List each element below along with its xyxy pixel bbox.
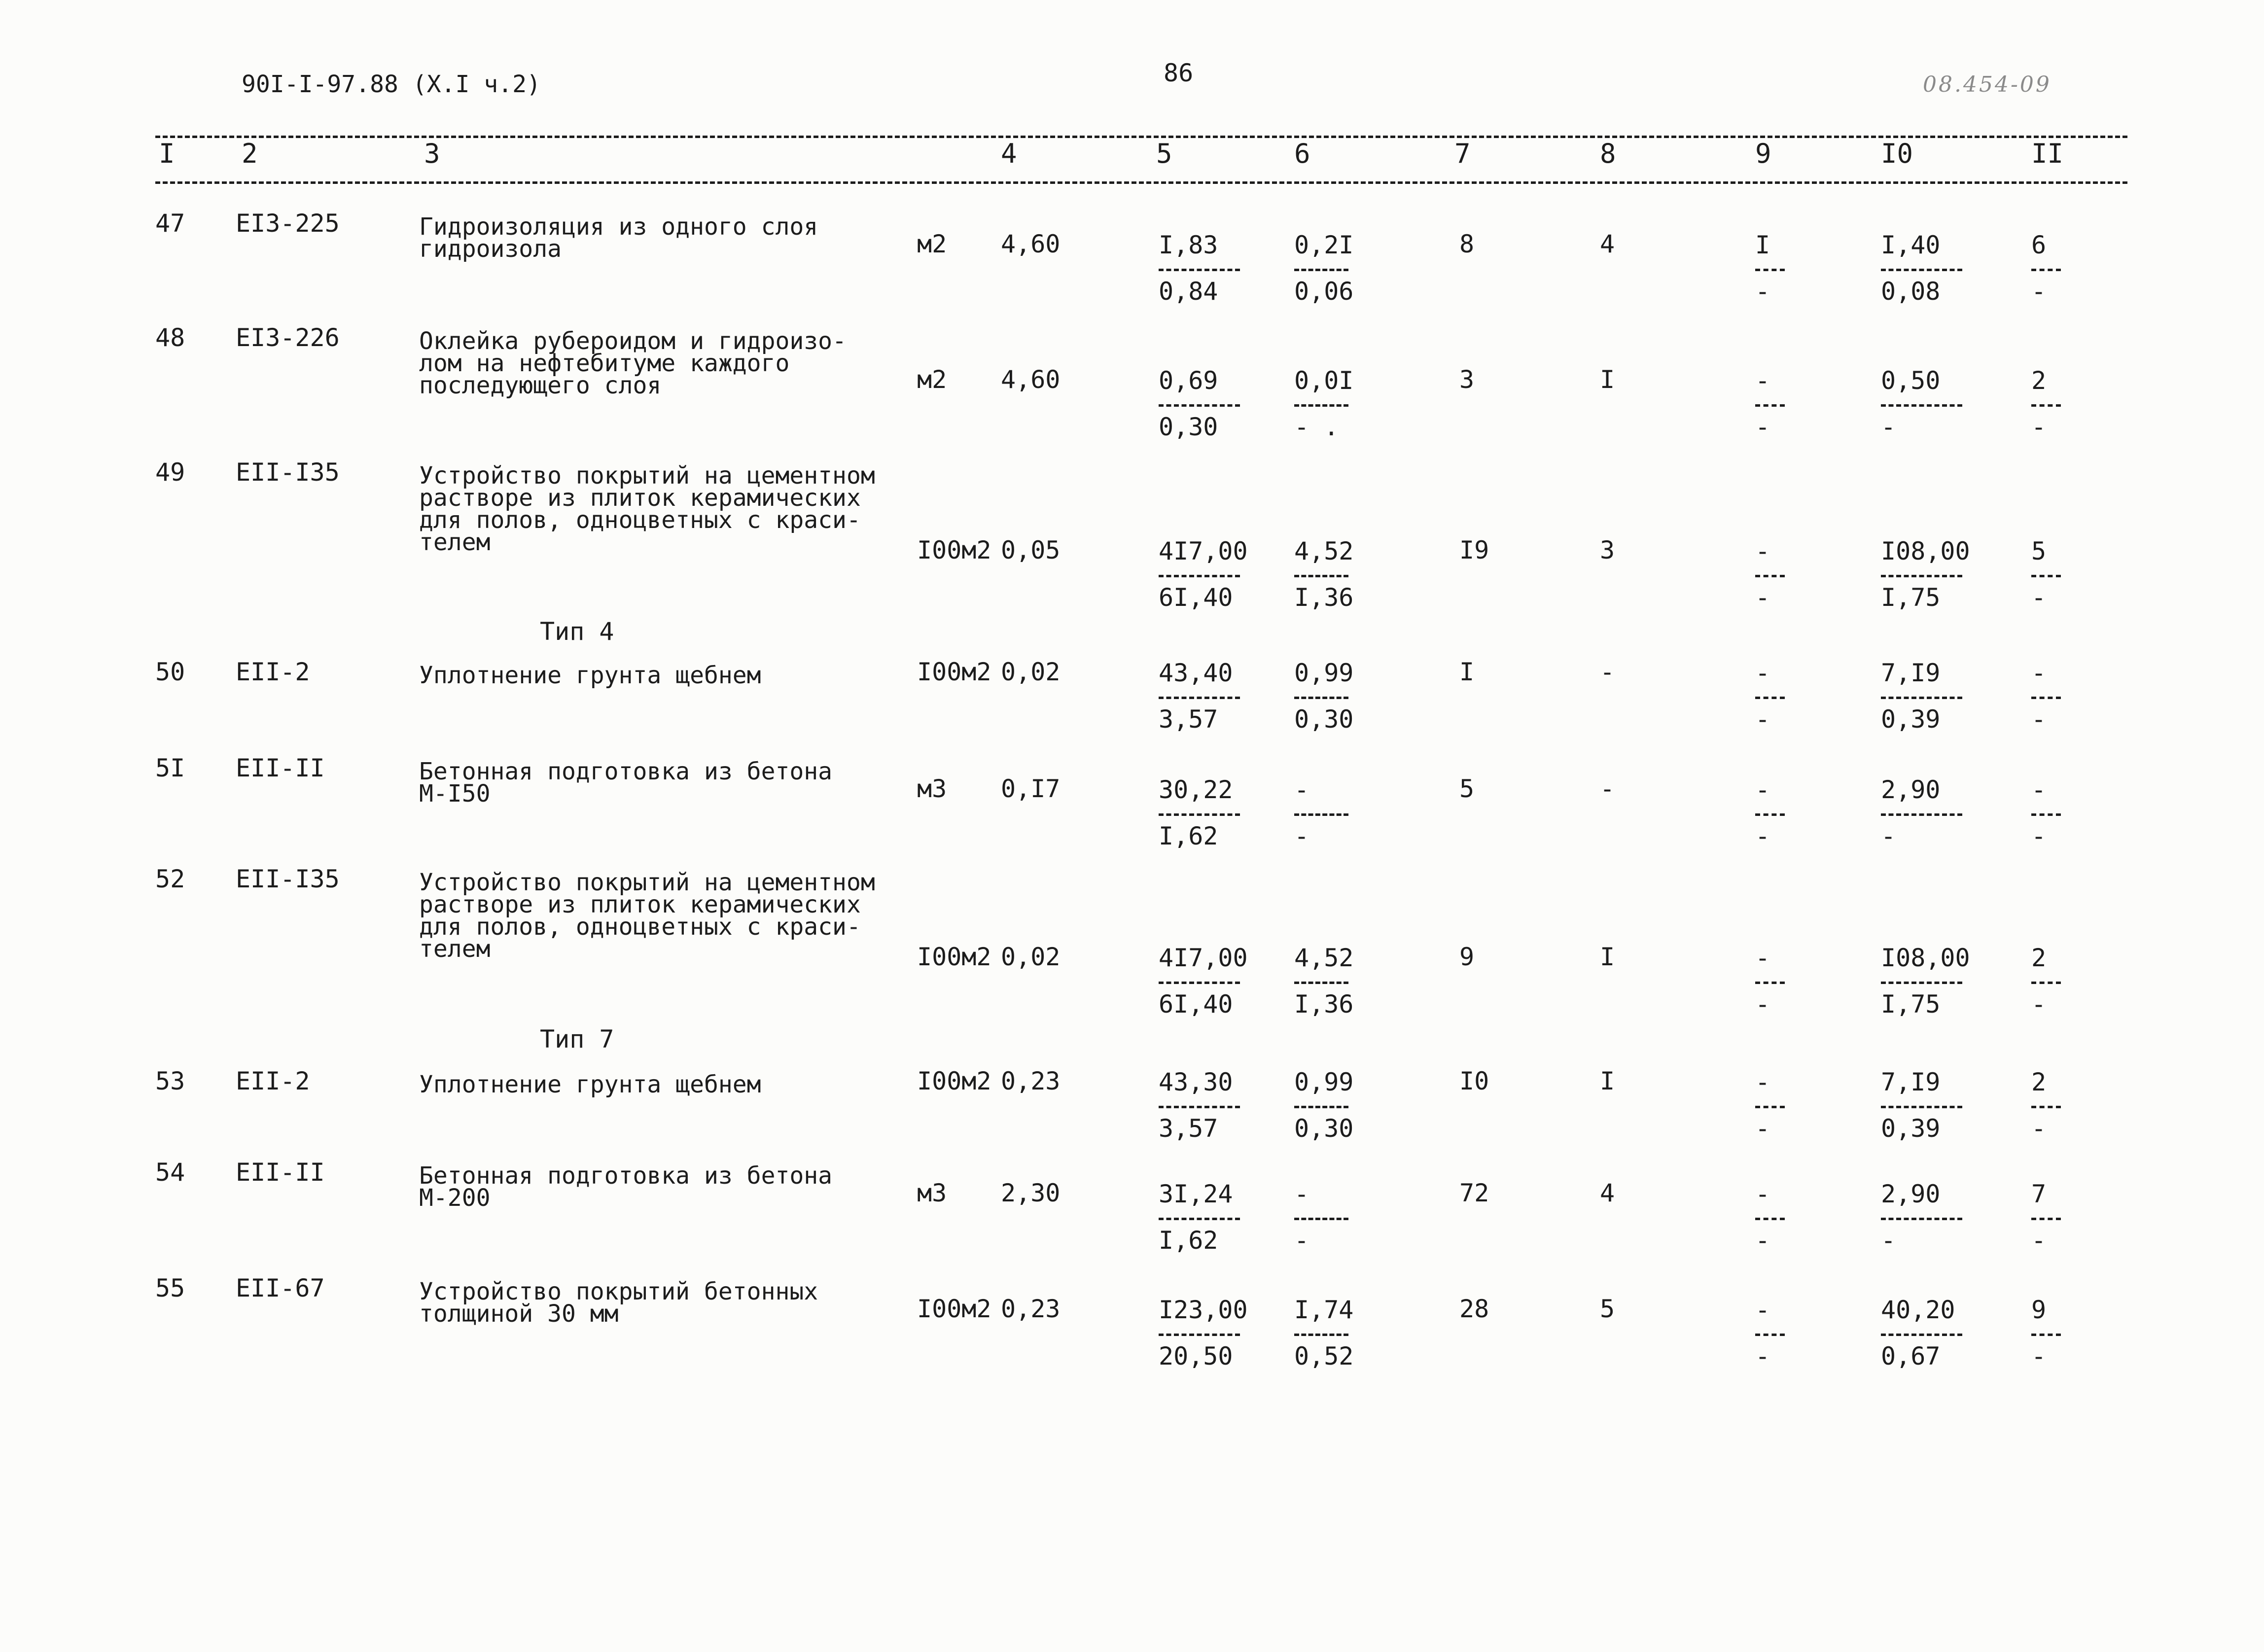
col11-value bbox=[2031, 366, 2135, 441]
col6-value-numerator: 0,0I bbox=[1294, 366, 1354, 395]
quantity: 0,23 bbox=[1001, 1295, 1061, 1323]
col10-value bbox=[1881, 1068, 1984, 1143]
col6-value-numerator: 0,2I bbox=[1294, 231, 1354, 259]
col8-value: - bbox=[1600, 774, 1615, 803]
work-description: Устройство покрытий на цементном растворе из плиток керамических для полов, одноцветных с краси- телем bbox=[419, 462, 875, 556]
col6-value-numerator: 4,52 bbox=[1294, 537, 1354, 565]
col10-value-denominator: 0,67 bbox=[1881, 1342, 1941, 1371]
col10-value bbox=[1881, 775, 1984, 850]
col5-value-fraction-bar bbox=[1159, 404, 1240, 407]
col10-value-numerator: 2,90 bbox=[1881, 1180, 1941, 1208]
work-description: Бетонная подготовка из бетона М-I50 bbox=[419, 758, 833, 808]
unit: I00м2 bbox=[917, 1067, 991, 1095]
col7-value: I0 bbox=[1459, 1067, 1489, 1095]
col11-value-numerator: - bbox=[2031, 775, 2047, 804]
row-number: 53 bbox=[155, 1067, 185, 1095]
work-description: Оклейка рубероидом и гидроизо- лом на нефтебитуме каждого последующего слоя bbox=[419, 327, 847, 399]
quantity: 0,02 bbox=[1001, 943, 1061, 971]
col11-value-fraction-bar bbox=[2031, 575, 2061, 577]
col6-value bbox=[1294, 1068, 1398, 1143]
col8-value: I bbox=[1600, 943, 1615, 971]
col9-value bbox=[1755, 775, 1859, 850]
col11-value bbox=[2031, 231, 2135, 306]
rate-code: EII-II bbox=[236, 1158, 325, 1187]
col10-value-numerator: 40,20 bbox=[1881, 1296, 1955, 1324]
column-header-4: 4 bbox=[1001, 138, 1017, 169]
col6-value bbox=[1294, 231, 1398, 306]
col6-value-denominator: I,36 bbox=[1294, 990, 1354, 1019]
col11-value-fraction-bar bbox=[2031, 1218, 2061, 1220]
col11-value bbox=[2031, 659, 2135, 734]
col6-value-denominator: - bbox=[1294, 1226, 1309, 1255]
col10-value-fraction-bar bbox=[1881, 1218, 1962, 1220]
col11-value-numerator: 6 bbox=[2031, 231, 2047, 259]
col9-value-numerator: - bbox=[1755, 537, 1770, 565]
col9-value bbox=[1755, 1296, 1859, 1371]
col9-value-numerator: - bbox=[1755, 659, 1770, 687]
col6-value bbox=[1294, 1180, 1398, 1255]
col6-value-numerator: 0,99 bbox=[1294, 1068, 1354, 1096]
col5-value-denominator: 6I,40 bbox=[1159, 990, 1233, 1019]
col9-value-denominator: - bbox=[1755, 1114, 1770, 1143]
col10-value-denominator: - bbox=[1881, 822, 1896, 850]
col11-value-numerator: 2 bbox=[2031, 366, 2047, 395]
col5-value bbox=[1159, 231, 1262, 306]
unit: м2 bbox=[917, 365, 947, 394]
rate-code: EII-I35 bbox=[236, 865, 340, 893]
col10-value bbox=[1881, 659, 1984, 734]
work-description: Уплотнение грунта щебнем bbox=[419, 1071, 761, 1098]
col5-value-fraction-bar bbox=[1159, 1106, 1240, 1108]
row-number: 47 bbox=[155, 209, 185, 238]
col9-value-fraction-bar bbox=[1755, 1334, 1785, 1336]
col10-value-numerator: 7,I9 bbox=[1881, 659, 1941, 687]
rate-code: EII-II bbox=[236, 754, 325, 782]
col5-value-numerator: 4I7,00 bbox=[1159, 944, 1248, 972]
col6-value-fraction-bar bbox=[1294, 1106, 1348, 1108]
col10-value-denominator: 0,39 bbox=[1881, 705, 1941, 734]
col5-value bbox=[1159, 1180, 1262, 1255]
work-description: Устройство покрытий на цементном растворе из плиток керамических для полов, одноцветных с краси- телем bbox=[419, 869, 875, 963]
col5-value-numerator: I23,00 bbox=[1159, 1296, 1248, 1324]
col6-value-denominator: - . bbox=[1294, 413, 1339, 441]
col10-value-fraction-bar bbox=[1881, 269, 1962, 271]
col6-value bbox=[1294, 537, 1398, 612]
row-number: 49 bbox=[155, 458, 185, 487]
col10-value-denominator: I,75 bbox=[1881, 583, 1941, 612]
col7-value: 28 bbox=[1459, 1295, 1489, 1323]
col9-value bbox=[1755, 231, 1859, 306]
col6-value bbox=[1294, 659, 1398, 734]
col11-value-numerator: 7 bbox=[2031, 1180, 2047, 1208]
quantity: 0,I7 bbox=[1001, 774, 1061, 803]
col11-value-fraction-bar bbox=[2031, 404, 2061, 407]
col6-value-fraction-bar bbox=[1294, 269, 1348, 271]
col6-value-fraction-bar bbox=[1294, 404, 1348, 407]
col10-value-fraction-bar bbox=[1881, 813, 1962, 816]
col9-value-fraction-bar bbox=[1755, 404, 1785, 407]
col11-value-denominator: - bbox=[2031, 822, 2047, 850]
col11-value-numerator: 2 bbox=[2031, 944, 2047, 972]
quantity: 4,60 bbox=[1001, 230, 1061, 258]
col5-value-denominator: 0,84 bbox=[1159, 277, 1218, 306]
col6-value-denominator: 0,06 bbox=[1294, 277, 1354, 306]
col9-value-fraction-bar bbox=[1755, 982, 1785, 984]
col10-value-fraction-bar bbox=[1881, 1334, 1962, 1336]
col6-value-denominator: - bbox=[1294, 822, 1309, 850]
col9-value-numerator: - bbox=[1755, 366, 1770, 395]
col10-value bbox=[1881, 366, 1984, 441]
col9-value-fraction-bar bbox=[1755, 813, 1785, 816]
column-header-9: 9 bbox=[1755, 138, 1771, 169]
unit: I00м2 bbox=[917, 1295, 991, 1323]
col9-value-denominator: - bbox=[1755, 1226, 1770, 1255]
col10-value-denominator: 0,39 bbox=[1881, 1114, 1941, 1143]
column-header-11: II bbox=[2031, 138, 2064, 169]
col11-value-denominator: - bbox=[2031, 1114, 2047, 1143]
col9-value-denominator: - bbox=[1755, 822, 1770, 850]
col6-value-numerator: - bbox=[1294, 1180, 1309, 1208]
col9-value bbox=[1755, 1068, 1859, 1143]
col6-value-numerator: - bbox=[1294, 775, 1309, 804]
unit: м2 bbox=[917, 230, 947, 258]
col10-value-numerator: 7,I9 bbox=[1881, 1068, 1941, 1096]
col5-value bbox=[1159, 537, 1262, 612]
col11-value-denominator: - bbox=[2031, 990, 2047, 1019]
col10-value bbox=[1881, 944, 1984, 1019]
rate-code: EI3-226 bbox=[236, 323, 340, 352]
col5-value-numerator: 4I7,00 bbox=[1159, 537, 1248, 565]
col7-value: 5 bbox=[1459, 774, 1475, 803]
page-number: 86 bbox=[1164, 59, 1194, 87]
row-number: 48 bbox=[155, 323, 185, 352]
col11-value-denominator: - bbox=[2031, 583, 2047, 612]
archive-stamp: 08.454-09 bbox=[1923, 72, 2052, 97]
col5-value-numerator: 30,22 bbox=[1159, 775, 1233, 804]
column-header-10: I0 bbox=[1881, 138, 1913, 169]
unit: I00м2 bbox=[917, 943, 991, 971]
col5-value bbox=[1159, 1068, 1262, 1143]
col10-value-fraction-bar bbox=[1881, 1106, 1962, 1108]
col6-value-denominator: 0,30 bbox=[1294, 1114, 1354, 1143]
col10-value-numerator: 0,50 bbox=[1881, 366, 1941, 395]
col6-value-fraction-bar bbox=[1294, 575, 1348, 577]
col8-value: 4 bbox=[1600, 1179, 1615, 1207]
col5-value-numerator: 3I,24 bbox=[1159, 1180, 1233, 1208]
column-header-5: 5 bbox=[1156, 138, 1172, 169]
col11-value-denominator: - bbox=[2031, 705, 2047, 734]
work-description: Уплотнение грунта щебнем bbox=[419, 662, 761, 689]
col11-value-denominator: - bbox=[2031, 413, 2047, 441]
col11-value-fraction-bar bbox=[2031, 697, 2061, 699]
col5-value bbox=[1159, 1296, 1262, 1371]
col7-value: I bbox=[1459, 658, 1475, 686]
col5-value-fraction-bar bbox=[1159, 1218, 1240, 1220]
col6-value-numerator: 4,52 bbox=[1294, 944, 1354, 972]
col5-value-numerator: 0,69 bbox=[1159, 366, 1218, 395]
col6-value bbox=[1294, 944, 1398, 1019]
col7-value: 72 bbox=[1459, 1179, 1489, 1207]
col6-value bbox=[1294, 1296, 1398, 1371]
col8-value: 4 bbox=[1600, 230, 1615, 258]
col9-value-numerator: - bbox=[1755, 775, 1770, 804]
col8-value: - bbox=[1600, 658, 1615, 686]
work-description: Гидроизоляция из одного слоя гидроизола bbox=[419, 213, 818, 263]
col6-value-fraction-bar bbox=[1294, 697, 1348, 699]
col10-value-denominator: - bbox=[1881, 1226, 1896, 1255]
col10-value-fraction-bar bbox=[1881, 697, 1962, 699]
col10-value-numerator: 2,90 bbox=[1881, 775, 1941, 804]
col10-value bbox=[1881, 231, 1984, 306]
col7-value: 3 bbox=[1459, 365, 1475, 394]
column-header-1: I bbox=[159, 138, 175, 169]
quantity: 4,60 bbox=[1001, 365, 1061, 394]
work-description: Бетонная подготовка из бетона М-200 bbox=[419, 1162, 833, 1212]
col10-value-numerator: I,40 bbox=[1881, 231, 1941, 259]
col10-value-denominator: I,75 bbox=[1881, 990, 1941, 1019]
col10-value-fraction-bar bbox=[1881, 575, 1962, 577]
col10-value bbox=[1881, 1296, 1984, 1371]
column-header-7: 7 bbox=[1454, 138, 1471, 169]
row-number: 5I bbox=[155, 754, 185, 782]
col11-value bbox=[2031, 775, 2135, 850]
quantity: 0,05 bbox=[1001, 536, 1061, 564]
quantity: 0,02 bbox=[1001, 658, 1061, 686]
col6-value-fraction-bar bbox=[1294, 982, 1348, 984]
row-number: 52 bbox=[155, 865, 185, 893]
col11-value bbox=[2031, 1296, 2135, 1371]
col7-value: 9 bbox=[1459, 943, 1475, 971]
col5-value bbox=[1159, 659, 1262, 734]
row-number: 50 bbox=[155, 658, 185, 686]
col8-value: 5 bbox=[1600, 1295, 1615, 1323]
col9-value-fraction-bar bbox=[1755, 269, 1785, 271]
col9-value-denominator: - bbox=[1755, 277, 1770, 306]
column-header-3: 3 bbox=[424, 138, 440, 169]
col5-value-denominator: 3,57 bbox=[1159, 1114, 1218, 1143]
col10-value-fraction-bar bbox=[1881, 982, 1962, 984]
unit: м3 bbox=[917, 1179, 947, 1207]
rate-code: EI3-225 bbox=[236, 209, 340, 238]
col10-value-numerator: I08,00 bbox=[1881, 537, 1970, 565]
col6-value bbox=[1294, 366, 1398, 441]
col6-value-denominator: I,36 bbox=[1294, 583, 1354, 612]
col7-value: 8 bbox=[1459, 230, 1475, 258]
col11-value-fraction-bar bbox=[2031, 813, 2061, 816]
col5-value-fraction-bar bbox=[1159, 982, 1240, 984]
col6-value-fraction-bar bbox=[1294, 813, 1348, 816]
unit: м3 bbox=[917, 774, 947, 803]
col5-value-denominator: 6I,40 bbox=[1159, 583, 1233, 612]
col10-value bbox=[1881, 1180, 1984, 1255]
row-number: 55 bbox=[155, 1274, 185, 1302]
col9-value-numerator: - bbox=[1755, 1068, 1770, 1096]
col9-value bbox=[1755, 366, 1859, 441]
col5-value-fraction-bar bbox=[1159, 697, 1240, 699]
header-bottom-rule bbox=[155, 181, 2127, 184]
rate-code: EII-2 bbox=[236, 658, 310, 686]
col9-value bbox=[1755, 537, 1859, 612]
col5-value-fraction-bar bbox=[1159, 813, 1240, 816]
col6-value-numerator: 0,99 bbox=[1294, 659, 1354, 687]
col11-value-numerator: 2 bbox=[2031, 1068, 2047, 1096]
quantity: 2,30 bbox=[1001, 1179, 1061, 1207]
col11-value-denominator: - bbox=[2031, 1342, 2047, 1371]
col6-value-numerator: I,74 bbox=[1294, 1296, 1354, 1324]
col9-value-denominator: - bbox=[1755, 990, 1770, 1019]
col9-value-numerator: - bbox=[1755, 1296, 1770, 1324]
col10-value-numerator: I08,00 bbox=[1881, 944, 1970, 972]
col5-value-numerator: 43,30 bbox=[1159, 1068, 1233, 1096]
col8-value: 3 bbox=[1600, 536, 1615, 564]
col9-value-denominator: - bbox=[1755, 413, 1770, 441]
col9-value-fraction-bar bbox=[1755, 697, 1785, 699]
unit: I00м2 bbox=[917, 658, 991, 686]
section-label: Тип 4 bbox=[540, 617, 614, 646]
col8-value: I bbox=[1600, 1067, 1615, 1095]
col9-value-numerator: - bbox=[1755, 1180, 1770, 1208]
col5-value-denominator: 0,30 bbox=[1159, 413, 1218, 441]
column-header-8: 8 bbox=[1600, 138, 1616, 169]
section-label: Тип 7 bbox=[540, 1025, 614, 1054]
col5-value-numerator: 43,40 bbox=[1159, 659, 1233, 687]
col5-value-fraction-bar bbox=[1159, 269, 1240, 271]
column-header-2: 2 bbox=[242, 138, 258, 169]
col6-value-denominator: 0,52 bbox=[1294, 1342, 1354, 1371]
col5-value bbox=[1159, 944, 1262, 1019]
col5-value bbox=[1159, 775, 1262, 850]
rate-code: EII-67 bbox=[236, 1274, 325, 1302]
col10-value-denominator: 0,08 bbox=[1881, 277, 1941, 306]
col11-value-fraction-bar bbox=[2031, 1106, 2061, 1108]
col11-value-numerator: 9 bbox=[2031, 1296, 2047, 1324]
col9-value bbox=[1755, 659, 1859, 734]
col9-value-fraction-bar bbox=[1755, 575, 1785, 577]
col11-value bbox=[2031, 1068, 2135, 1143]
col10-value-fraction-bar bbox=[1881, 404, 1962, 407]
rate-code: EII-I35 bbox=[236, 458, 340, 487]
col8-value: I bbox=[1600, 365, 1615, 394]
col6-value-denominator: 0,30 bbox=[1294, 705, 1354, 734]
col9-value-fraction-bar bbox=[1755, 1106, 1785, 1108]
col9-value bbox=[1755, 1180, 1859, 1255]
col5-value-denominator: I,62 bbox=[1159, 822, 1218, 850]
col5-value-denominator: 20,50 bbox=[1159, 1342, 1233, 1371]
col11-value-fraction-bar bbox=[2031, 982, 2061, 984]
col6-value-fraction-bar bbox=[1294, 1334, 1348, 1336]
col11-value-denominator: - bbox=[2031, 1226, 2047, 1255]
col9-value-numerator: I bbox=[1755, 231, 1770, 259]
col5-value-denominator: 3,57 bbox=[1159, 705, 1218, 734]
col5-value-fraction-bar bbox=[1159, 1334, 1240, 1336]
col11-value-numerator: - bbox=[2031, 659, 2047, 687]
col10-value bbox=[1881, 537, 1984, 612]
col11-value bbox=[2031, 537, 2135, 612]
col11-value-denominator: - bbox=[2031, 277, 2047, 306]
col11-value bbox=[2031, 1180, 2135, 1255]
column-header-6: 6 bbox=[1294, 138, 1310, 169]
work-description: Устройство покрытий бетонных толщиной 30 мм bbox=[419, 1278, 818, 1328]
col10-value-denominator: - bbox=[1881, 413, 1896, 441]
quantity: 0,23 bbox=[1001, 1067, 1061, 1095]
col6-value bbox=[1294, 775, 1398, 850]
col9-value-numerator: - bbox=[1755, 944, 1770, 972]
col11-value-fraction-bar bbox=[2031, 1334, 2061, 1336]
col7-value: I9 bbox=[1459, 536, 1489, 564]
col11-value-numerator: 5 bbox=[2031, 537, 2047, 565]
col9-value-fraction-bar bbox=[1755, 1218, 1785, 1220]
document-code: 90I-I-97.88 (X.I ч.2) bbox=[242, 70, 541, 98]
col11-value-fraction-bar bbox=[2031, 269, 2061, 271]
col5-value-numerator: I,83 bbox=[1159, 231, 1218, 259]
unit: I00м2 bbox=[917, 536, 991, 564]
col9-value-denominator: - bbox=[1755, 705, 1770, 734]
col5-value-denominator: I,62 bbox=[1159, 1226, 1218, 1255]
col9-value-denominator: - bbox=[1755, 583, 1770, 612]
col6-value-fraction-bar bbox=[1294, 1218, 1348, 1220]
col11-value bbox=[2031, 944, 2135, 1019]
rate-code: EII-2 bbox=[236, 1067, 310, 1095]
row-number: 54 bbox=[155, 1158, 185, 1187]
col5-value bbox=[1159, 366, 1262, 441]
col5-value-fraction-bar bbox=[1159, 575, 1240, 577]
col9-value-denominator: - bbox=[1755, 1342, 1770, 1371]
col9-value bbox=[1755, 944, 1859, 1019]
header-top-rule bbox=[155, 136, 2127, 138]
